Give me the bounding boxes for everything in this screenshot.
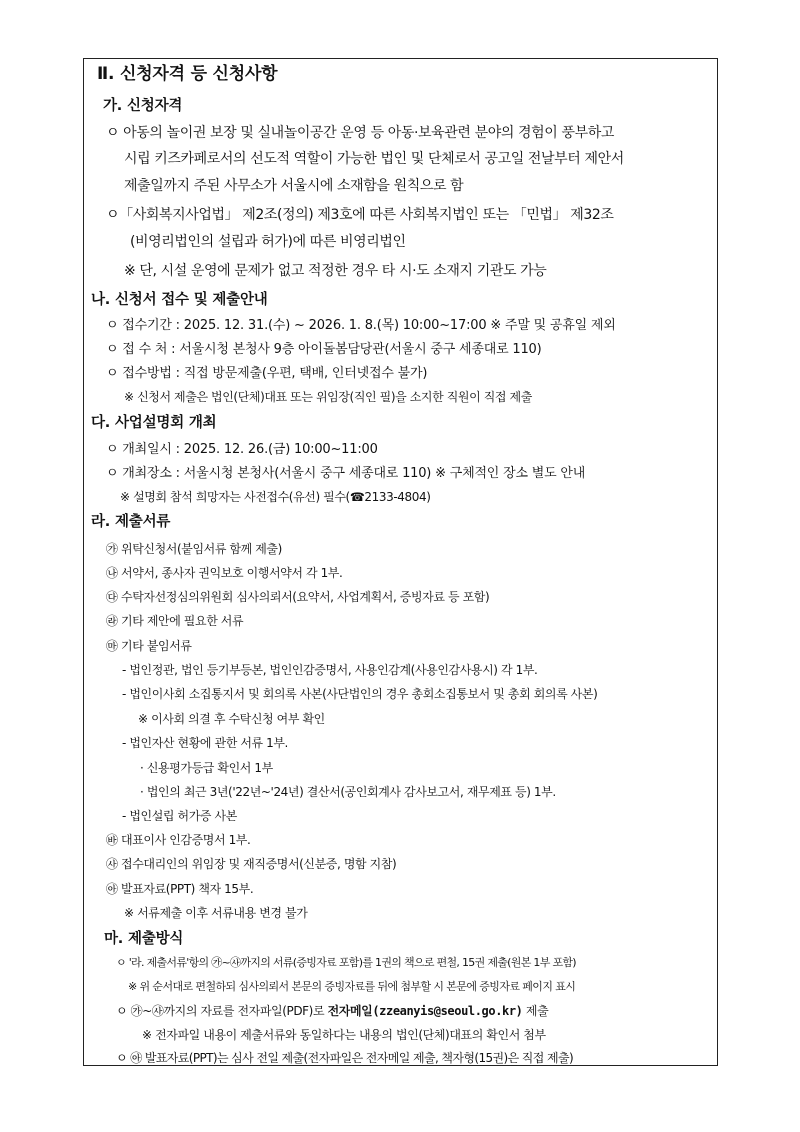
na-line-4: ※ 신청서 제출은 법인(단체)대표 또는 위임장(직인 필)을 소지한 직원이 직접 제출 <box>124 390 532 404</box>
section-title: Ⅱ. 신청자격 등 신청사항 <box>97 64 278 84</box>
na-line-2: ㅇ 접 수 처 : 서울시청 본청사 9층 아이돌봄담당관(서울시 중구 세종대로 110) <box>106 342 542 357</box>
na-line-1: ㅇ 접수기간 : 2025. 12. 31.(수) ~ 2026. 1. 8.(목) 10:00~17:00 ※ 주말 및 공휴일 제외 <box>106 318 616 333</box>
ga-line-1: ㅇ 아동의 놀이권 보장 및 실내놀이공간 운영 등 아동·보육관련 분야의 경험이 풍부하고 <box>106 125 614 141</box>
ra-line-3: ㉰ 수탁자선정심의위원회 심사의뢰서(요약서, 사업계획서, 증빙자료 등 포함) <box>106 590 490 604</box>
ra-line-10: · 신용평가등급 확인서 1부 <box>140 761 273 775</box>
heading-na: 나. 신청서 접수 및 제출안내 <box>91 292 268 308</box>
heading-da: 다. 사업설명회 개최 <box>91 415 217 431</box>
ra-line-1: ㉮ 위탁신청서(붙임서류 함께 제출) <box>106 542 282 556</box>
ga-line-4: ㅇ「사회복지사업법」 제2조(정의) 제3호에 따른 사회복지법인 또는 「민법」 제32조 <box>106 207 614 223</box>
ma-line-3-text: ㅇ ㉮~㉴까지의 자료를 전자파일(PDF)로 <box>116 1004 325 1018</box>
ra-line-16: ※ 서류제출 이후 서류내용 변경 불가 <box>124 906 308 920</box>
ma-line-3 <box>116 1003 548 1019</box>
ra-line-15: ㉵ 발표자료(PPT) 책자 15부. <box>106 882 254 896</box>
da-line-1: ㅇ 개최일시 : 2025. 12. 26.(금) 10:00~11:00 <box>106 442 378 457</box>
ga-line-5: (비영리법인의 설립과 허가)에 따른 비영리법인 <box>130 234 406 250</box>
ma-line-2: ※ 위 순서대로 편철하되 심사의뢰서 본문의 증빙자료를 뒤에 첨부할 시 본문에 증빙자료 페이지 표시 <box>128 980 576 993</box>
ma-line-4: ※ 전자파일 내용이 제출서류와 동일하다는 내용의 법인(단체)대표의 확인서 첨부 <box>142 1028 546 1042</box>
heading-ga: 가. 신청자격 <box>103 98 183 114</box>
email-address: 전자메일(zzeanyis@seoul.go.kr) <box>327 1004 523 1018</box>
ra-line-13: ㉳ 대표이사 인감증명서 1부. <box>106 833 251 847</box>
heading-ma: 마. 제출방식 <box>104 931 184 947</box>
ma-line-3-suffix: 제출 <box>525 1004 549 1018</box>
ra-line-8: ※ 이사회 의결 후 수탁신청 여부 확인 <box>138 712 325 726</box>
ra-line-12: - 법인설립 허가증 사본 <box>122 809 237 823</box>
ma-line-1: ㅇ '라. 제출서류'항의 ㉮~㉴까지의 서류(증빙자료 포함)를 1권의 책으로 편철, 15권 제출(원본 1부 포함) <box>116 956 576 969</box>
da-line-2: ㅇ 개최장소 : 서울시청 본청사(서울시 중구 세종대로 110) ※ 구체적인 장소 별도 안내 <box>106 466 586 481</box>
ra-line-14: ㉴ 접수대리인의 위임장 및 재직증명서(신분증, 명함 지참) <box>106 857 397 871</box>
ga-line-2: 시립 키즈카페로서의 선도적 역할이 가능한 법인 및 단체로서 공고일 전날부터 제안서 <box>124 151 624 167</box>
ra-line-9: - 법인자산 현황에 관한 서류 1부. <box>122 736 288 750</box>
na-line-3: ㅇ 접수방법 : 직접 방문제출(우편, 택배, 인터넷접수 불가) <box>106 366 428 381</box>
ma-line-5: ㅇ ㉵ 발표자료(PPT)는 심사 전일 제출(전자파일은 전자메일 제출, 책자형(15권)은 직접 제출) <box>116 1051 574 1065</box>
heading-ra: 라. 제출서류 <box>91 514 171 530</box>
ra-line-2: ㉯ 서약서, 종사자 권익보호 이행서약서 각 1부. <box>106 566 343 580</box>
ra-line-7: - 법인이사회 소집통지서 및 회의록 사본(사단법인의 경우 총회소집통보서 및 총회 회의록 사본) <box>122 687 598 701</box>
ra-line-6: - 법인정관, 법인 등기부등본, 법인인감증명서, 사용인감계(사용인감사용시) 각 1부. <box>122 663 538 677</box>
ra-line-4: ㉱ 기타 제안에 필요한 서류 <box>106 614 244 628</box>
ga-line-6: ※ 단, 시설 운영에 문제가 없고 적정한 경우 타 시·도 소재지 기관도 가능 <box>124 263 547 279</box>
da-line-3: ※ 설명회 참석 희망자는 사전접수(유선) 필수(☎2133-4804) <box>120 490 431 504</box>
ra-line-5: ㉲ 기타 붙임서류 <box>106 639 192 653</box>
ra-line-11: · 법인의 최근 3년('22년~'24년) 결산서(공인회계사 감사보고서, 재무제표 등) 1부. <box>140 785 556 799</box>
ga-line-3: 제출일까지 주된 사무소가 서울시에 소재함을 원칙으로 함 <box>124 178 464 194</box>
